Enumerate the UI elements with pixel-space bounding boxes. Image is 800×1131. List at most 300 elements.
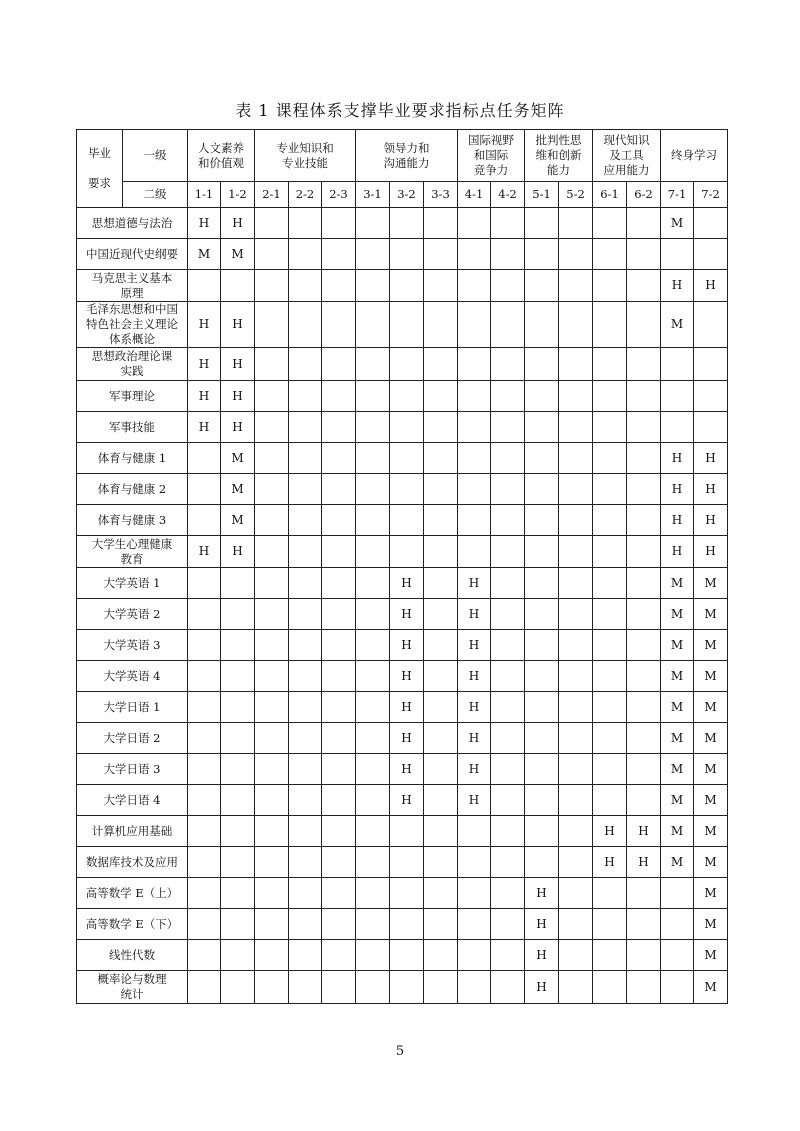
support-cell	[559, 270, 593, 302]
support-cell	[255, 692, 289, 723]
requirement-group-6: 现代知识 及工具 应用能力	[593, 130, 661, 182]
support-cell	[491, 878, 525, 909]
support-cell	[356, 754, 390, 785]
support-cell	[593, 878, 627, 909]
support-cell	[627, 536, 661, 568]
support-cell	[322, 474, 356, 505]
table-row	[77, 568, 728, 599]
table-row	[77, 302, 728, 348]
support-cell	[322, 443, 356, 474]
table-row	[77, 505, 728, 536]
support-cell	[491, 599, 525, 630]
support-cell	[525, 785, 559, 816]
support-cell	[525, 474, 559, 505]
support-cell	[424, 816, 458, 847]
support-cell	[188, 723, 221, 754]
support-cell	[424, 754, 458, 785]
table-row	[77, 381, 728, 412]
support-cell	[424, 785, 458, 816]
support-cell: M	[661, 208, 694, 239]
support-cell	[627, 661, 661, 692]
support-cell	[458, 536, 491, 568]
support-cell: M	[661, 847, 694, 878]
support-cell	[559, 381, 593, 412]
header-row-level2	[77, 182, 728, 208]
course-name: 大学生心理健康 教育	[77, 536, 188, 568]
support-cell	[289, 536, 322, 568]
support-cell	[390, 412, 424, 443]
course-name: 大学英语 1	[77, 568, 188, 599]
support-cell: H	[525, 940, 559, 971]
support-cell	[390, 270, 424, 302]
support-cell	[356, 940, 390, 971]
support-cell	[322, 909, 356, 940]
support-cell: H	[221, 348, 255, 381]
support-cell	[627, 599, 661, 630]
support-cell	[424, 661, 458, 692]
support-cell	[289, 412, 322, 443]
support-cell	[491, 348, 525, 381]
support-cell: H	[390, 568, 424, 599]
course-name: 大学日语 3	[77, 754, 188, 785]
support-cell	[255, 785, 289, 816]
support-cell	[491, 505, 525, 536]
support-cell	[356, 270, 390, 302]
support-cell	[356, 599, 390, 630]
requirement-group-1: 人文素养 和价值观	[188, 130, 255, 182]
support-cell	[356, 847, 390, 878]
support-cell: M	[221, 474, 255, 505]
page-number: 5	[395, 1044, 405, 1059]
support-cell	[390, 878, 424, 909]
support-cell	[491, 661, 525, 692]
support-cell	[627, 443, 661, 474]
support-cell	[559, 239, 593, 270]
course-name: 大学英语 4	[77, 661, 188, 692]
support-cell	[356, 302, 390, 348]
support-cell	[221, 599, 255, 630]
support-cell	[289, 816, 322, 847]
support-cell	[322, 381, 356, 412]
support-cell	[525, 847, 559, 878]
indicator-1-1: 1-1	[188, 182, 221, 208]
indicator-3-1: 3-1	[356, 182, 390, 208]
support-cell	[322, 208, 356, 239]
support-cell: H	[661, 443, 694, 474]
support-cell: H	[390, 692, 424, 723]
support-cell	[593, 723, 627, 754]
requirement-group-2: 专业知识和 专业技能	[255, 130, 356, 182]
support-cell	[593, 661, 627, 692]
support-cell	[694, 208, 728, 239]
support-cell: M	[694, 785, 728, 816]
course-name: 高等数学 E（下）	[77, 909, 188, 940]
support-cell	[661, 878, 694, 909]
support-cell: H	[221, 412, 255, 443]
requirement-group-4: 国际视野 和国际 竞争力	[458, 130, 525, 182]
support-cell	[627, 239, 661, 270]
support-cell: M	[221, 505, 255, 536]
support-cell	[593, 536, 627, 568]
support-cell	[356, 878, 390, 909]
support-cell	[255, 270, 289, 302]
support-cell: H	[525, 878, 559, 909]
support-cell	[188, 630, 221, 661]
support-cell	[593, 692, 627, 723]
indicator-6-1: 6-1	[593, 182, 627, 208]
support-cell: H	[661, 474, 694, 505]
support-cell	[188, 909, 221, 940]
support-cell	[221, 692, 255, 723]
support-cell	[593, 971, 627, 1004]
support-cell	[593, 568, 627, 599]
support-cell	[559, 692, 593, 723]
support-cell	[661, 971, 694, 1004]
course-name: 大学日语 2	[77, 723, 188, 754]
support-cell	[424, 878, 458, 909]
indicator-3-2: 3-2	[390, 182, 424, 208]
support-cell	[627, 474, 661, 505]
support-cell	[661, 412, 694, 443]
support-cell	[491, 302, 525, 348]
table-row	[77, 412, 728, 443]
support-cell: H	[694, 270, 728, 302]
support-cell	[491, 692, 525, 723]
support-cell	[255, 381, 289, 412]
support-cell	[458, 412, 491, 443]
support-cell: M	[694, 754, 728, 785]
support-cell	[424, 568, 458, 599]
support-cell	[593, 785, 627, 816]
support-cell	[559, 302, 593, 348]
support-cell	[322, 723, 356, 754]
support-cell	[458, 878, 491, 909]
course-name: 体育与健康 3	[77, 505, 188, 536]
support-cell	[390, 474, 424, 505]
support-cell	[356, 971, 390, 1004]
support-cell: M	[694, 599, 728, 630]
support-cell	[491, 208, 525, 239]
support-cell	[356, 443, 390, 474]
support-cell	[322, 630, 356, 661]
support-cell	[322, 505, 356, 536]
support-cell	[627, 348, 661, 381]
support-cell	[458, 474, 491, 505]
support-cell	[188, 474, 221, 505]
support-cell	[559, 536, 593, 568]
support-cell	[424, 971, 458, 1004]
support-cell: H	[458, 568, 491, 599]
support-cell	[255, 208, 289, 239]
indicator-7-1: 7-1	[661, 182, 694, 208]
support-cell	[356, 568, 390, 599]
support-cell	[559, 348, 593, 381]
support-cell	[255, 505, 289, 536]
support-cell	[559, 505, 593, 536]
course-name: 思想政治理论课 实践	[77, 348, 188, 381]
indicator-2-2: 2-2	[289, 182, 322, 208]
support-cell	[255, 847, 289, 878]
support-cell	[661, 909, 694, 940]
support-cell: H	[188, 302, 221, 348]
support-cell	[221, 785, 255, 816]
indicator-2-1: 2-1	[255, 182, 289, 208]
course-name: 高等数学 E（上）	[77, 878, 188, 909]
support-cell: H	[390, 661, 424, 692]
support-cell	[694, 412, 728, 443]
support-cell	[221, 270, 255, 302]
support-cell	[221, 630, 255, 661]
support-cell	[424, 474, 458, 505]
support-cell	[627, 909, 661, 940]
support-cell	[593, 412, 627, 443]
support-cell: M	[694, 568, 728, 599]
support-cell	[322, 270, 356, 302]
course-name: 大学英语 2	[77, 599, 188, 630]
support-cell	[593, 754, 627, 785]
support-cell	[491, 536, 525, 568]
support-cell	[221, 909, 255, 940]
support-cell: H	[661, 270, 694, 302]
indicator-5-2: 5-2	[559, 182, 593, 208]
support-cell	[188, 443, 221, 474]
support-cell	[188, 599, 221, 630]
support-cell	[255, 599, 289, 630]
support-cell	[356, 909, 390, 940]
support-cell	[491, 940, 525, 971]
support-cell	[559, 661, 593, 692]
support-cell	[289, 239, 322, 270]
support-cell: H	[525, 909, 559, 940]
support-cell	[356, 630, 390, 661]
support-cell	[593, 348, 627, 381]
support-cell	[525, 816, 559, 847]
support-cell: H	[458, 754, 491, 785]
support-cell	[559, 723, 593, 754]
support-cell: M	[661, 816, 694, 847]
table-row	[77, 692, 728, 723]
table-row	[77, 816, 728, 847]
support-cell	[289, 474, 322, 505]
support-cell	[356, 692, 390, 723]
support-cell	[188, 940, 221, 971]
support-cell	[255, 568, 289, 599]
support-cell	[593, 505, 627, 536]
support-cell	[559, 754, 593, 785]
support-cell	[458, 971, 491, 1004]
support-cell: M	[661, 754, 694, 785]
support-cell	[390, 239, 424, 270]
support-cell	[322, 754, 356, 785]
support-cell	[627, 692, 661, 723]
support-cell	[390, 505, 424, 536]
support-cell	[627, 723, 661, 754]
support-cell	[322, 239, 356, 270]
support-cell	[289, 208, 322, 239]
support-cell	[356, 412, 390, 443]
requirement-group-7: 终身学习	[661, 130, 728, 182]
support-cell	[424, 940, 458, 971]
table-row	[77, 348, 728, 381]
support-cell: H	[694, 536, 728, 568]
support-cell	[491, 474, 525, 505]
support-cell	[559, 474, 593, 505]
support-cell	[424, 381, 458, 412]
support-cell: H	[188, 381, 221, 412]
support-cell	[491, 239, 525, 270]
table-row	[77, 270, 728, 302]
support-cell	[188, 878, 221, 909]
support-cell	[627, 381, 661, 412]
support-cell	[390, 443, 424, 474]
support-cell	[661, 239, 694, 270]
support-cell	[255, 816, 289, 847]
support-cell	[289, 381, 322, 412]
support-cell	[322, 971, 356, 1004]
support-cell	[627, 878, 661, 909]
support-cell	[694, 302, 728, 348]
support-cell	[525, 599, 559, 630]
support-cell	[559, 599, 593, 630]
support-cell	[491, 630, 525, 661]
support-cell	[221, 847, 255, 878]
support-cell: M	[694, 971, 728, 1004]
indicator-1-2: 1-2	[221, 182, 255, 208]
support-cell	[390, 208, 424, 239]
support-cell: M	[694, 878, 728, 909]
support-cell	[593, 909, 627, 940]
support-cell	[424, 443, 458, 474]
support-cell: H	[458, 692, 491, 723]
support-cell	[559, 878, 593, 909]
table-row	[77, 940, 728, 971]
support-cell	[356, 381, 390, 412]
table-row	[77, 723, 728, 754]
support-cell	[593, 381, 627, 412]
support-cell: H	[221, 536, 255, 568]
support-cell: H	[593, 816, 627, 847]
support-cell	[188, 847, 221, 878]
support-cell: H	[188, 536, 221, 568]
support-cell	[424, 723, 458, 754]
table-row	[77, 630, 728, 661]
support-cell	[289, 568, 322, 599]
support-cell	[559, 443, 593, 474]
table-title: 表 1 课程体系支撑毕业要求指标点任务矩阵	[235, 101, 565, 120]
table-row	[77, 239, 728, 270]
support-cell	[188, 505, 221, 536]
support-cell	[289, 599, 322, 630]
support-cell: M	[661, 630, 694, 661]
support-cell: H	[188, 348, 221, 381]
support-cell	[356, 723, 390, 754]
support-cell	[458, 816, 491, 847]
support-cell	[661, 348, 694, 381]
support-cell: M	[661, 568, 694, 599]
support-cell	[559, 909, 593, 940]
support-cell	[188, 568, 221, 599]
support-cell	[322, 785, 356, 816]
support-cell	[356, 536, 390, 568]
support-cell	[390, 381, 424, 412]
support-cell: M	[661, 785, 694, 816]
support-cell	[559, 940, 593, 971]
support-cell	[491, 816, 525, 847]
support-cell	[627, 412, 661, 443]
support-cell: M	[661, 723, 694, 754]
support-cell	[390, 348, 424, 381]
course-name: 大学日语 4	[77, 785, 188, 816]
support-cell	[559, 208, 593, 239]
table-row	[77, 909, 728, 940]
support-cell	[188, 270, 221, 302]
support-cell	[322, 568, 356, 599]
support-cell	[627, 568, 661, 599]
support-cell	[390, 302, 424, 348]
support-cell	[255, 630, 289, 661]
support-cell	[525, 661, 559, 692]
header-row-level1	[77, 130, 728, 182]
support-cell: H	[525, 971, 559, 1004]
support-cell	[458, 348, 491, 381]
support-cell	[289, 909, 322, 940]
support-cell	[458, 443, 491, 474]
support-cell	[289, 443, 322, 474]
support-cell	[525, 723, 559, 754]
table-row	[77, 661, 728, 692]
support-cell	[188, 661, 221, 692]
support-cell	[322, 816, 356, 847]
support-cell	[491, 270, 525, 302]
support-cell: M	[221, 443, 255, 474]
table-row	[77, 754, 728, 785]
support-cell	[424, 692, 458, 723]
support-cell	[322, 847, 356, 878]
support-cell	[221, 568, 255, 599]
support-cell	[390, 536, 424, 568]
support-cell	[424, 208, 458, 239]
support-cell	[627, 208, 661, 239]
support-cell	[458, 208, 491, 239]
support-cell	[458, 940, 491, 971]
support-cell: M	[661, 692, 694, 723]
support-cell	[255, 940, 289, 971]
support-cell	[559, 785, 593, 816]
support-cell	[627, 302, 661, 348]
table-row	[77, 474, 728, 505]
support-cell	[289, 723, 322, 754]
support-cell	[525, 443, 559, 474]
indicator-7-2: 7-2	[694, 182, 728, 208]
support-cell	[424, 536, 458, 568]
level2-label: 二级	[123, 182, 188, 208]
support-cell	[221, 754, 255, 785]
support-cell	[525, 754, 559, 785]
support-cell	[627, 940, 661, 971]
support-cell	[255, 239, 289, 270]
support-cell: H	[390, 630, 424, 661]
support-cell: M	[221, 239, 255, 270]
support-cell	[322, 302, 356, 348]
support-cell: H	[627, 816, 661, 847]
support-cell	[188, 971, 221, 1004]
course-name: 概率论与数理 统计	[77, 971, 188, 1004]
support-cell	[289, 847, 322, 878]
support-cell	[559, 847, 593, 878]
support-cell	[559, 630, 593, 661]
support-cell	[525, 208, 559, 239]
support-cell	[525, 630, 559, 661]
